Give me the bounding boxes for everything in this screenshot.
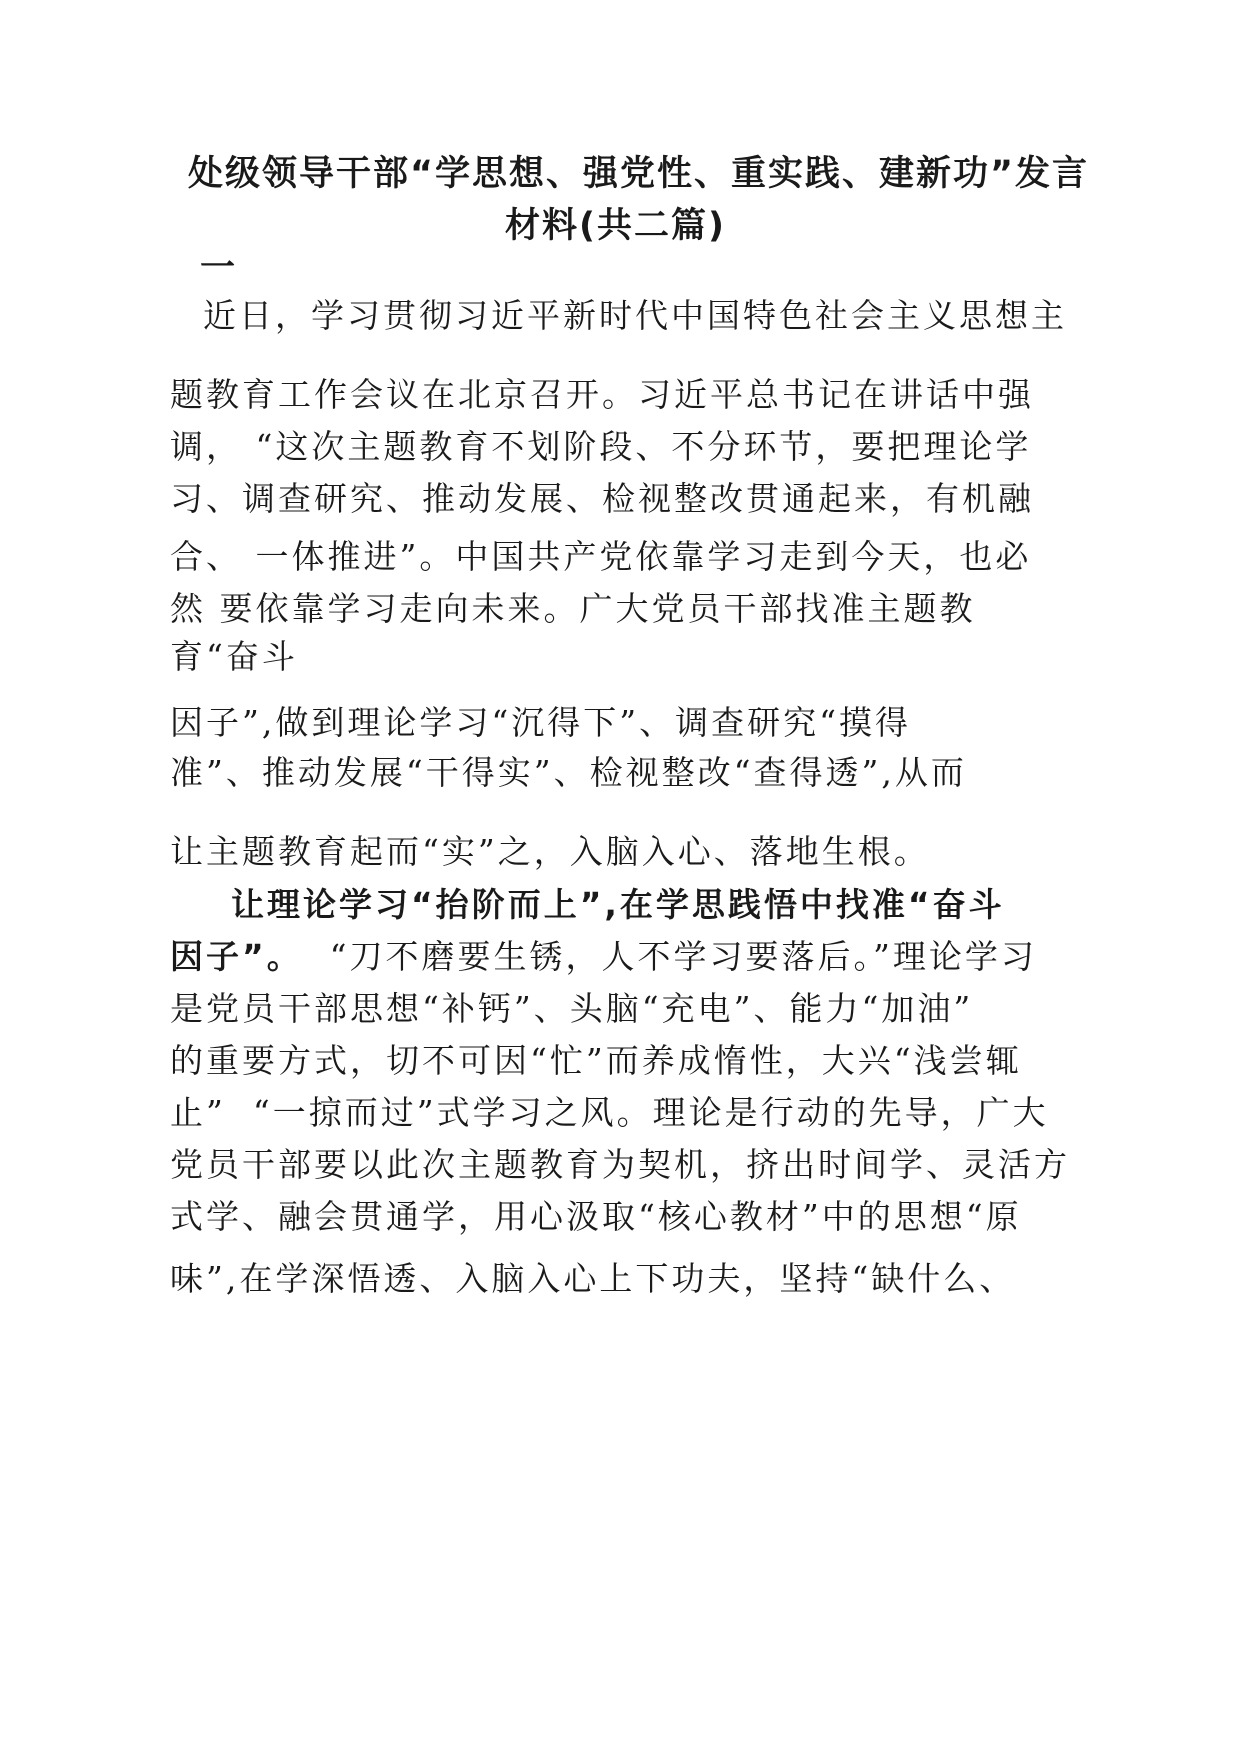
paragraph-line: 育“奋斗 [170,637,298,676]
paragraph-line: 的重要方式，切不可因“忙”而养成惰性，大兴“浅尝辄 [170,1041,1022,1080]
document-title-line-2: 材料(共二篇) [505,206,726,246]
paragraph-line: 然 要依靠学习走向未来。广大党员干部找准主题教 [170,589,976,628]
paragraph-line: 是党员干部思想“补钙”、头脑“充电”、能力“加油” [170,989,974,1028]
paragraph-line: 党员干部要以此次主题教育为契机，挤出时间学、灵活方 [170,1145,1070,1184]
document-title-line-1: 处级领导干部“学思想、强党性、重实践、建新功”发言 [188,154,1090,194]
paragraph-heading-end: 因子”。 [170,937,303,976]
paragraph-heading: 让理论学习“抬阶而上”,在学思践悟中找准“奋斗 [231,885,1005,924]
paragraph-line: 因子”,做到理论学习“沉得下”、调查研究“摸得 [170,703,911,742]
paragraph-line: 味”,在学深悟透、入脑入心上下功夫，坚持“缺什么、 [170,1259,1016,1298]
paragraph-line: 题教育工作会议在北京召开。习近平总书记在讲话中强 [170,375,1034,414]
paragraph-line: 让主题教育起而“实”之，入脑入心、落地生根。 [170,832,930,871]
paragraph-line: 止” “一掠而过”式学习之风。理论是行动的先导，广大 [170,1093,1049,1132]
paragraph-text: “刀不磨要生锈，人不学习要落后。”理论学习 [302,937,1037,976]
paragraph-line: 合、 一体推进”。中国共产党依靠学习走到今天，也必 [170,537,1032,576]
section-marker: 一 [200,248,238,288]
paragraph-line: 式学、融会贯通学，用心汲取“核心教材”中的思想“原 [170,1197,1022,1236]
paragraph-line: 习、调查研究、推动发展、检视整改贯通起来，有机融 [170,479,1034,518]
paragraph-line [170,937,1037,977]
paragraph-line: 准”、推动发展“干得实”、检视整改“查得透”,从而 [170,753,967,792]
paragraph-line: 近日，学习贯彻习近平新时代中国特色社会主义思想主 [203,296,1067,335]
paragraph-line: 调， “这次主题教育不划阶段、不分环节，要把理论学 [170,427,1032,466]
